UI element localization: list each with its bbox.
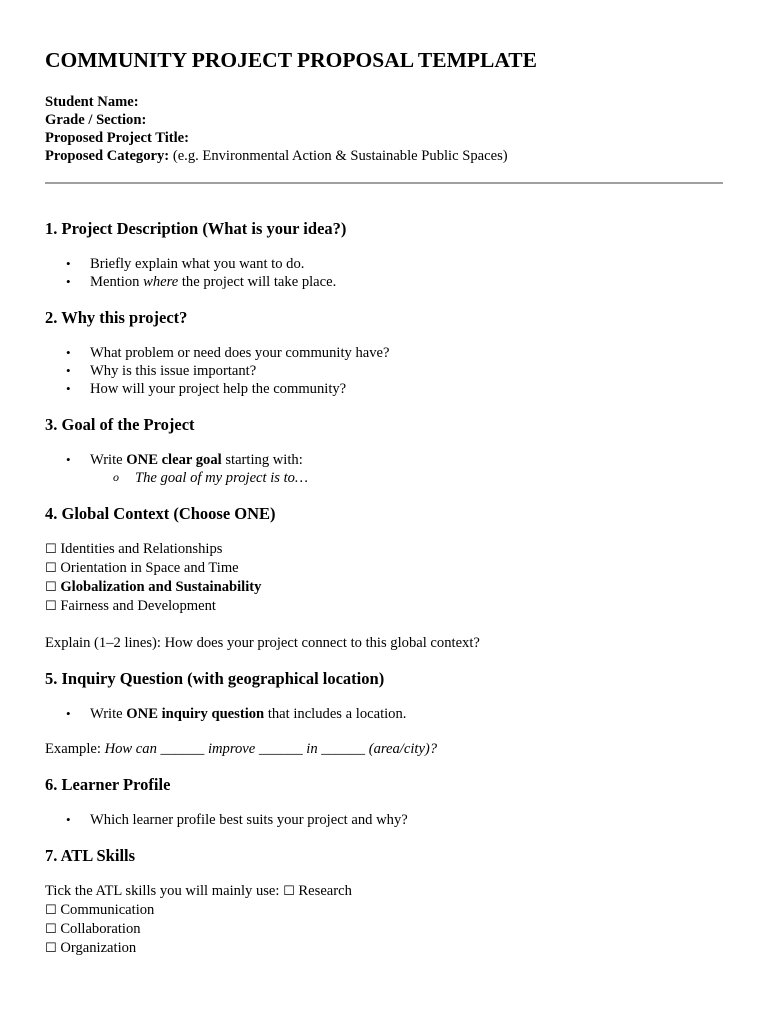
option-identities bbox=[45, 540, 723, 559]
skill-label: Collaboration bbox=[60, 921, 141, 937]
checkbox-icon: ☐ bbox=[45, 542, 57, 557]
option-globalization bbox=[45, 578, 723, 597]
text-run: the project will take place. bbox=[178, 274, 337, 290]
global-context-explain: Explain (1–2 lines): How does your project connect to this global context? bbox=[45, 635, 480, 651]
section-6-list bbox=[45, 811, 723, 829]
category-field bbox=[45, 147, 723, 165]
section-4-heading: 4. Global Context (Choose ONE) bbox=[45, 504, 276, 523]
section-1-list bbox=[45, 255, 723, 291]
student-info bbox=[45, 93, 723, 165]
sub-list-item: o The goal of my project is to… bbox=[45, 469, 723, 487]
skill-communication-row bbox=[45, 901, 723, 920]
document-page bbox=[45, 46, 723, 958]
checkbox-icon: ☐ bbox=[45, 580, 57, 595]
list-item: • How will your project help the community? bbox=[45, 380, 723, 398]
list-item: • What problem or need does your community have? bbox=[45, 344, 723, 362]
checkbox-icon: ☐ bbox=[45, 561, 57, 576]
list-item bbox=[45, 273, 723, 291]
section-5-list bbox=[45, 705, 723, 723]
atl-skills bbox=[45, 882, 723, 958]
checkbox-icon: ☐ bbox=[45, 903, 57, 918]
list-item: • Briefly explain what you want to do. bbox=[45, 255, 723, 273]
text-run: starting with: bbox=[221, 452, 303, 468]
text-run: Write bbox=[90, 706, 127, 722]
project-title-field: Proposed Project Title: bbox=[45, 130, 190, 146]
option-label: Fairness and Development bbox=[60, 598, 216, 614]
skill-label: Organization bbox=[60, 940, 137, 956]
emphasis-where: where bbox=[143, 274, 179, 290]
checkbox-icon: ☐ bbox=[45, 941, 57, 956]
skill-collaboration-row bbox=[45, 920, 723, 939]
emphasis-one-clear-goal: ONE clear goal bbox=[126, 452, 222, 468]
list-item bbox=[45, 705, 723, 723]
atl-intro: Tick the ATL skills you will mainly use: bbox=[45, 883, 284, 899]
text-run: Write bbox=[90, 452, 127, 468]
skill-organization-row bbox=[45, 939, 723, 958]
section-7-heading: 7. ATL Skills bbox=[45, 846, 136, 865]
category-label: Proposed Category: bbox=[45, 148, 170, 164]
example-label: Example: bbox=[45, 741, 105, 757]
section-6-heading: 6. Learner Profile bbox=[45, 775, 171, 794]
example-text: How can ______ improve ______ in ______ (area/city)? bbox=[104, 741, 438, 757]
option-label: Orientation in Space and Time bbox=[60, 560, 239, 576]
list-item bbox=[45, 451, 723, 469]
section-5-heading: 5. Inquiry Question (with geographical location) bbox=[45, 669, 385, 688]
text-run: that includes a location. bbox=[264, 706, 407, 722]
emphasis-one-inquiry-question: ONE inquiry question bbox=[126, 706, 265, 722]
horizontal-rule bbox=[45, 182, 723, 184]
option-label: Globalization and Sustainability bbox=[60, 579, 262, 595]
checkbox-icon: ☐ bbox=[45, 922, 57, 937]
section-3-heading: 3. Goal of the Project bbox=[45, 415, 195, 434]
section-3-sublist bbox=[45, 469, 723, 487]
grade-section-field: Grade / Section: bbox=[45, 112, 147, 128]
category-hint: (e.g. Environmental Action & Sustainable Public Spaces) bbox=[172, 148, 508, 164]
section-1-heading: 1. Project Description (What is your idea?) bbox=[45, 219, 347, 238]
student-name-field: Student Name: bbox=[45, 94, 139, 110]
checkbox-icon: ☐ bbox=[283, 884, 295, 899]
list-item: • Why is this issue important? bbox=[45, 362, 723, 380]
section-3-list bbox=[45, 451, 723, 469]
option-orientation bbox=[45, 559, 723, 578]
skill-research: Research bbox=[298, 883, 352, 899]
section-2-list bbox=[45, 344, 723, 398]
text-run: Mention bbox=[90, 274, 144, 290]
skill-label: Communication bbox=[60, 902, 155, 918]
checkbox-icon: ☐ bbox=[45, 599, 57, 614]
option-fairness bbox=[45, 597, 723, 616]
section-2-heading: 2. Why this project? bbox=[45, 308, 188, 327]
global-context-options bbox=[45, 540, 723, 616]
option-label: Identities and Relationships bbox=[60, 541, 223, 557]
list-item: • Which learner profile best suits your project and why? bbox=[45, 811, 723, 829]
document-title: COMMUNITY PROJECT PROPOSAL TEMPLATE bbox=[45, 48, 537, 72]
inquiry-example bbox=[45, 740, 723, 758]
atl-intro-line bbox=[45, 882, 723, 901]
